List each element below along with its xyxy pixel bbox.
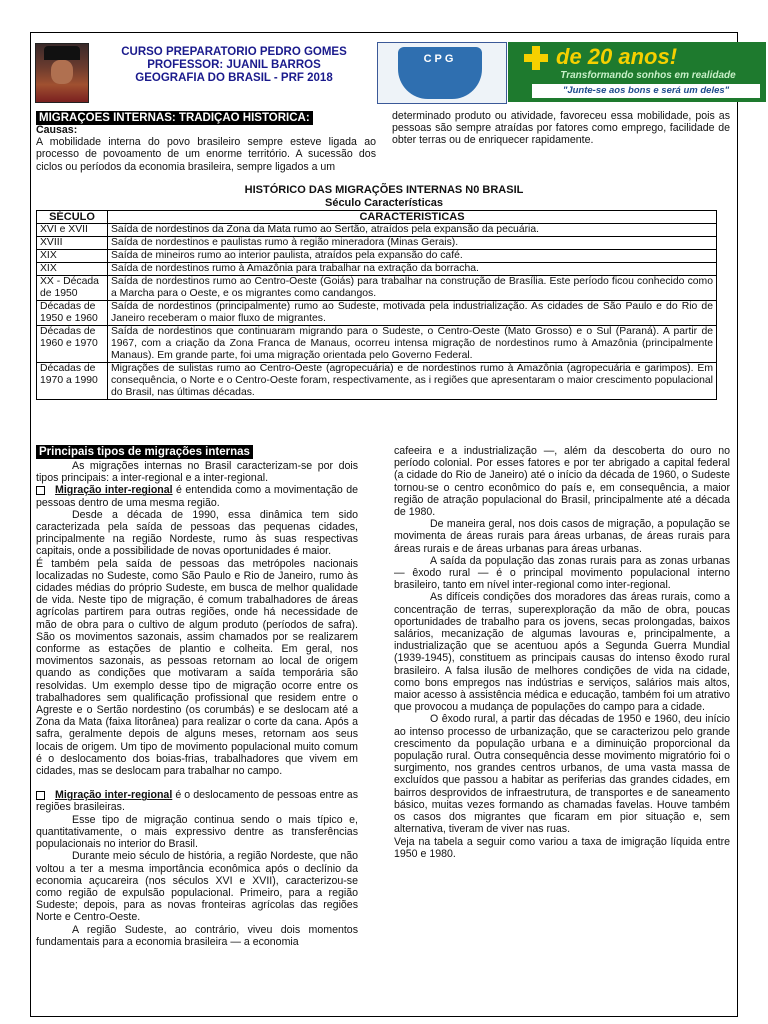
- intro-title: MIGRAÇOES INTERNAS: TRADIÇAO HISTORICA:: [36, 111, 313, 125]
- caracteristica-cell: Saída de nordestinos e paulistas rumo à região mineradora (Minas Gerais).: [108, 237, 717, 250]
- seculo-cell: XIX: [37, 263, 108, 276]
- tipo-item-1: [36, 484, 358, 508]
- table-row: [37, 326, 717, 363]
- shield-icon: [398, 47, 482, 99]
- tipo-item-1-label: Migração inter-regional: [55, 484, 173, 497]
- logo-text: CPG: [423, 53, 457, 65]
- checkbox-bullet-icon: [36, 486, 45, 495]
- anniversary-slogan: Transformando sonhos em realidade: [560, 70, 736, 81]
- table-subtitle: Século Características: [324, 196, 443, 209]
- migration-history-table: [36, 210, 717, 400]
- col-seculo: SÉCULO: [37, 211, 108, 224]
- intro-right-text: determinado produto ou atividade, favoreceu essa mobilidade, pois as pessoas são sempre atraídas por fatores como emprego, facilidade de obter terras ou de enriquecer rapidamente.: [392, 110, 730, 147]
- tipos-intro: As migrações internas no Brasil caracterizam-se por dois tipos principais: a inter-regional e a inter-regional.: [36, 460, 358, 485]
- caracteristica-cell: Saída de nordestinos (principalmente) rumo ao Sudeste, motivada pela industrialização. As cidades de São Paulo e do Rio de Janeiro receberam o maior fluxo de migrantes.: [108, 301, 717, 326]
- table-heading: [36, 184, 732, 209]
- intro-left: [36, 124, 376, 173]
- seculo-cell: XX - Década de 1950: [37, 276, 108, 301]
- tipos-left-column: [36, 460, 358, 948]
- seculo-cell: Décadas de 1960 e 1970: [37, 326, 108, 363]
- right-p2: De maneira geral, nos dois casos de migração, a população se movimenta de áreas rurais para áreas urbanas, de áreas rurais para áreas rurais e de áreas urbanas para áreas urbanas.: [394, 518, 730, 555]
- table-row: [37, 237, 717, 250]
- right-p6: Veja na tabela a seguir como variou a taxa de imigração líquida entre 1950 e 1980.: [394, 835, 730, 860]
- course-name: CURSO PREPARATORIO PEDRO GOMES: [121, 46, 347, 58]
- intro-left-text: A mobilidade interna do povo brasileiro sempre esteve ligada ao processo de povoamento de um enorme território. A sucessão dos ciclos ou períodos da economia brasileira, sempre ligados a um: [36, 136, 376, 173]
- course-subject: GEOGRAFIA DO BRASIL - PRF 2018: [135, 72, 333, 84]
- caracteristica-cell: Saída de nordestinos da Zona da Mata rumo ao Sertão, atraídos pela expansão da pecuária.: [108, 224, 717, 237]
- tipos-p3: Esse tipo de migração continua sendo o mais típico e, quantitativamente, o mais expressivo dentre as transferências populacionais no interior do Brasil.: [36, 813, 358, 851]
- professor-name: PROFESSOR: JUANIL BARROS: [147, 59, 321, 71]
- col-caracteristicas: CARACTERISTICAS: [108, 211, 717, 224]
- right-p3: A saída da população das zonas rurais para as zonas urbanas — êxodo rural — é o principal movimento populacional interno brasileiro, tanto em nível inter-regional como inter-regional.: [394, 554, 730, 592]
- checkbox-bullet-icon: [36, 791, 45, 800]
- right-p4: As difíceis condições dos moradores das áreas rurais, como a concentração de terras, superexploração da mão de obra, poucas oportunidades de trabalho para os jovens, secas prolongadas, baixos salários, mecanização de algumas lavouras e, principalmente, a industrialização que se acentuou após a Segunda Guerra Mundial (1939-1945), constituem as principais causas do intenso êxodo rural brasileiro. A falsa ilusão de melhores condições de vida na cidade, como bons empregos nas indústrias e serviços, salários mais altos, maior acesso à assistência médica e educação, também foi um atrativo que provocou a mudança de populações do campo para a cidade.: [394, 591, 730, 714]
- intro-right: [392, 110, 730, 147]
- seculo-cell: XVI e XVII: [37, 224, 108, 237]
- plus-icon: [524, 46, 548, 70]
- anniversary-quote: "Junte-se aos bons e será um deles": [532, 84, 760, 98]
- seculo-cell: XVIII: [37, 237, 108, 250]
- tipo-item-2: [36, 789, 358, 813]
- tipo-item-1-text: é entendida como a movimentação de pessoas dentro de uma mesma região.: [36, 484, 358, 509]
- anniversary-title: de 20 anos!: [556, 44, 678, 69]
- table-row: [37, 363, 717, 400]
- caracteristica-cell: Saída de nordestinos rumo ao Centro-Oeste (Goiás) para trabalhar na construção de Brasília. Este período ficou conhecido como a Marcha para o Oeste, e os migrantes como candangos.: [108, 276, 717, 301]
- tipos-title: Principais tipos de migrações internas: [36, 445, 253, 459]
- caracteristica-cell: Saída de nordestinos rumo à Amazônia para trabalhar na extração da borracha.: [108, 263, 717, 276]
- table-header-row: [37, 211, 717, 224]
- table-row: [37, 276, 717, 301]
- right-p5: O êxodo rural, a partir das décadas de 1950 e 1960, deu início ao intenso processo de urbanização, que se caracterizou pelo grande crescimento da população urbana e a diminuição proporcional da população rural. Outra consequência desse movimento migratório foi o surgimento, nos grandes centros urbanos, de uma vasta massa de excluídos que passou a habitar as periferias das grandes cidades, em bairros desprovidos de infraestrutura, de transportes e de saneamento básico, muitas vezes formando as chamadas favelas. Houve também os casos dos migrantes que ficaram em pior situação e, sem alternativa, tiveram de viver nas ruas.: [394, 713, 730, 836]
- causas-label: Causas:: [36, 124, 78, 136]
- table-row: [37, 224, 717, 237]
- right-p1: cafeeira e a industrialização —, além da descoberta do ouro no período colonial. Por esses fatores e por ter abrigado a capital federal (a cidade do Rio de Janeiro) até o início da década de 1960, o Sudeste tornou-se o centro econômico do país e, em consequência, a maior região de atração populacional do Brasil, principalmente até a década de 1980.: [394, 445, 730, 519]
- anniversary-banner: [508, 42, 766, 102]
- caracteristica-cell: Saída de mineiros rumo ao interior paulista, atraídos pela expansão do café.: [108, 250, 717, 263]
- cpg-logo: [377, 42, 507, 104]
- course-info: [104, 46, 364, 85]
- tipos-p1: Desde a década de 1990, essa dinâmica tem sido caracterizada pela saída de pessoas das pequenas cidades, principalmente na região Nordeste, rumo às suas respectivas capitais, onde a possibilidade de novas oportunidades é maior.: [36, 508, 358, 558]
- table-row: [37, 263, 717, 276]
- tipos-p5: A região Sudeste, ao contrário, viveu dois momentos fundamentais para a economia brasileira — a economia: [36, 923, 358, 948]
- right-column: [394, 445, 730, 860]
- tipo-item-2-text: é o deslocamento de pessoas entre as regiões brasileiras.: [36, 789, 358, 814]
- page-header: [32, 40, 736, 104]
- tipos-p4: Durante meio século de história, a região Nordeste, que não voltou a ter a mesma importância econômica após o declínio da economia açucareira (nos séculos XVI e XVII), caracterizou-se como região de expulsão populacional. Primeiro, para a região Sudeste; depois, para as novas fronteiras agrícolas das regiões Norte e Centro-Oeste.: [36, 850, 358, 924]
- seculo-cell: Décadas de 1950 e 1960: [37, 301, 108, 326]
- table-row: [37, 250, 717, 263]
- tipos-p2: É também pela saída de pessoas das metrópoles nacionais localizadas no Sudeste, como São Paulo e Rio de Janeiro, rumo às cidades médias do próprio Sudeste, em busca de melhor qualidade de vida. Neste tipo de migração, é comum trabalhadores de áreas agrícolas partirem para outras regiões, onde há necessidade de mão de obra para o cultivo de algum produto (períodos de safra). São os movimentos sazonais, assim chamados por se realizarem conforme as estações de plantio e colheita. Em geral, nos movimentos sazonais, as pessoas retornam ao local de origem quando as condições que motivaram a saída temporária são resolvidas. Um exemplo desse tipo de migração ocorre entre os trabalhadores sem qualificação profissional que residem entre o Agreste e o Sertão nordestino (os corumbás) e se deslocam até a Zona da Mata (faixa litorânea) para realizar o corte da cana. Após a safra, geralmente depois de alguns meses, retornam aos seus locais de origem. Um tipo de movimento populacional muito comum é o deslocamento dos boias-frias, trabalhadores que vivem em cidades, mas se deslocam para trabalhar no campo.: [36, 557, 358, 778]
- caracteristica-cell: Saída de nordestinos que continuaram migrando para o Sudeste, o Centro-Oeste (Mato Grosso) e o Sul (Paraná). A partir de 1967, com a criação da Zona Franca de Manaus, ocorreu intensa migração de nordestinos rumo à Amazônia (principalmente Manaus). Em grande parte, foi uma migração orientada pelo Governo Federal.: [108, 326, 717, 363]
- seculo-cell: Décadas de 1970 a 1990: [37, 363, 108, 400]
- tipo-item-2-label: Migração inter-regional: [55, 789, 173, 802]
- seculo-cell: XIX: [37, 250, 108, 263]
- professor-photo: [35, 43, 89, 103]
- table-title: HISTÓRICO DAS MIGRAÇÕES INTERNAS N0 BRASIL: [244, 184, 524, 196]
- table-row: [37, 301, 717, 326]
- caracteristica-cell: Migrações de sulistas rumo ao Centro-Oeste (agropecuária) e de nordestinos rumo à Amazônia (agropecuária e garimpos). Em consequência, o Norte e o Centro-Oeste foram, respectivamente, as i regiões que apresentaram o maior crescimento populacional do Brasil, nas últimas décadas.: [108, 363, 717, 400]
